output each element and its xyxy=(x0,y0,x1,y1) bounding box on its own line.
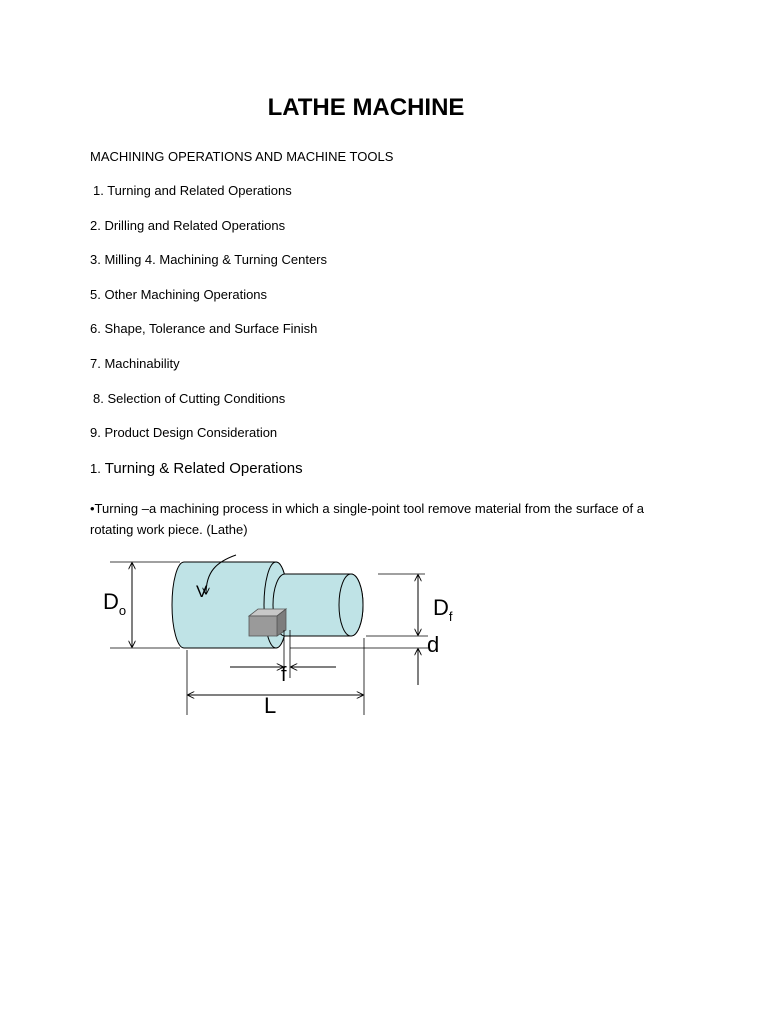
df-label: $D_f$ xyxy=(433,595,453,624)
cutting-tool xyxy=(249,609,286,636)
list-item: 5. Other Machining Operations xyxy=(90,286,268,302)
depth-label: d xyxy=(427,632,440,657)
length-label: L xyxy=(264,693,277,718)
page-title: LATHE MACHINE xyxy=(267,94,465,121)
section-title: Turning & Related Operations xyxy=(104,460,303,477)
document-subtitle: MACHINING OPERATIONS AND MACHINE TOOLS xyxy=(90,149,394,164)
turning-diagram xyxy=(100,550,460,720)
list-item: 3. Milling 4. Machining & Turning Centers xyxy=(90,252,328,268)
do-label: $D_o$ xyxy=(103,589,127,618)
list-item: 2. Drilling and Related Operations xyxy=(90,217,286,233)
section-heading xyxy=(90,460,303,477)
section-number: 1. xyxy=(90,461,101,476)
list-item: 7. Machinability xyxy=(90,355,180,371)
list-item: 9. Product Design Consideration xyxy=(90,425,278,441)
turning-diagram-svg xyxy=(100,550,460,720)
feed-label: f xyxy=(281,664,287,686)
topics-list xyxy=(90,184,327,461)
list-item: 1. Turning and Related Operations xyxy=(93,183,292,198)
velocity-label: V xyxy=(196,582,208,601)
list-item: 6. Shape, Tolerance and Surface Finish xyxy=(90,321,318,337)
list-item: 8. Selection of Cutting Conditions xyxy=(93,390,286,406)
turning-definition-paragraph: •Turning –a machining process in which a single-point tool remove material from the surface of a rotating work piece. (Lathe) xyxy=(90,501,644,537)
workpiece-small-cylinder xyxy=(273,574,363,636)
